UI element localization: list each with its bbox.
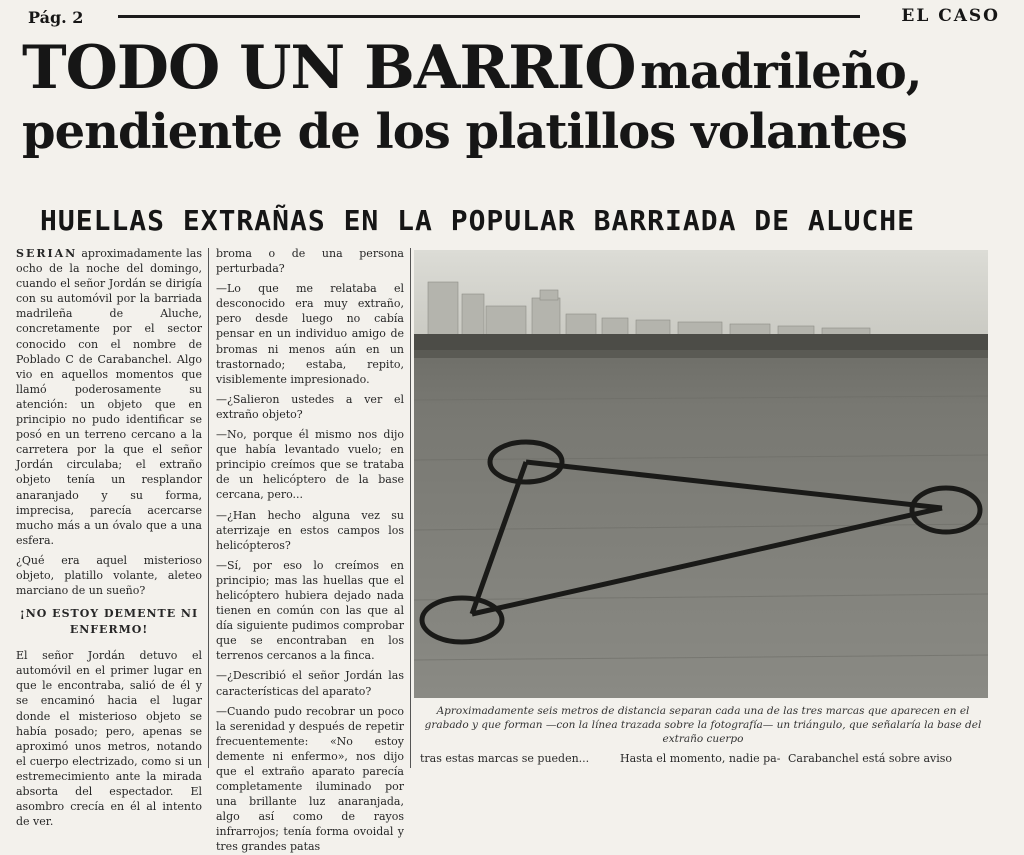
column2-paragraph-1: broma o de una persona perturbada? [216, 247, 404, 276]
column-divider [410, 248, 411, 768]
column2-paragraph-5: —¿Han hecho alguna vez su aterrizaje en estos campos los helicópteros? [216, 508, 404, 552]
headline-big-text: TODO UN BARRIO [22, 33, 636, 103]
article-column-1 [16, 246, 202, 829]
footer-text-2: Hasta el momento, nadie pa- [620, 752, 781, 765]
headline-line-1 [22, 33, 1012, 103]
photo-caption: Aproximadamente seis metros de distancia separan cada una de las tres marcas que aparecen en el grabado y que forman —con la línea trazada sobre la fotografía— un triángulo, que señalaría la base del extraño cuerpo [424, 705, 982, 745]
column1-paragraph-1 [16, 246, 202, 548]
column2-paragraph-3: —¿Salieron ustedes a ver el extraño objeto? [216, 392, 404, 421]
headline [22, 33, 1012, 160]
column-divider [208, 248, 209, 768]
photo-field-triangle-marks [414, 250, 988, 698]
column2-paragraph-2: —Lo que me relataba el desconocido era muy extraño, pero desde luego no cabía pensar en un individuo amigo de bromas ni menos aún en un trastornado; estaba, repito, visiblemente impresionado. [216, 282, 404, 386]
column1-paragraph-2: ¿Qué era aquel misterioso objeto, platillo volante, aleteo marciano de un sueño? [16, 553, 202, 598]
column1-subhead: ¡NO ESTOY DEMENTE NI ENFERMO! [19, 607, 199, 637]
column2-paragraph-7: —¿Describió el señor Jordán las características del aparato? [216, 669, 404, 698]
headline-rest-text: madrileño, [640, 44, 922, 100]
news-photo [414, 250, 988, 698]
column2-paragraph-8: —Cuando pudo recobrar un poco la serenidad y después de repetir frecuentemente: «No estoy demente ni enfermo», nos dijo que el extraño aparato parecía completamente iluminado por una brillante luz anaranjada, algo así como de rayos infrarrojos; tenía forma ovoidal y tres grandes patas [216, 704, 404, 854]
newspaper-masthead: EL CASO [901, 6, 1000, 26]
subheadline: HUELLAS EXTRAÑAS EN LA POPULAR BARRIADA DE ALUCHE [40, 204, 916, 237]
column1-paragraph-3: El señor Jordán detuvo el automóvil en el primer lugar en que le encontraba, salió de él y se encaminó hacia el lugar donde el misterioso objeto se había posado; pero, apenas se aproximó unos metros, notando el cuerpo electrizado, como si un estremecimiento ante la mirada absorta del espectador. El asombro crecía en él al intento de ver. [16, 649, 202, 829]
header-rule [118, 15, 860, 18]
lead-word: SERIAN [16, 247, 78, 260]
footer-text-3: Carabanchel está sobre aviso [788, 752, 953, 765]
page-number: Pág. 2 [28, 8, 84, 27]
footer-text-1: tras estas marcas se pueden... [420, 752, 590, 765]
column2-paragraph-6: —Sí, por eso lo creímos en principio; mas las huellas que el helicóptero hubiera dejado nada tienen en común con las que al día siguiente pudimos comprobar que se encontraban en los terrenos cercanos a la finca. [216, 558, 404, 663]
column1-p1-text: aproximadamente las ocho de la noche del domingo, cuando el señor Jordán se dirigía con su automóvil por la barriada madrileña de Aluche, concretamente por el sector conocido con el nombre de Poblado C de Carabanchel. Algo vio en aquellos momentos que llamó poderosamente su atención: un objeto que en principio no pudo identificar se posó en un terreno cercano a la carretera por la que el señor Jordán circulaba; el extraño objeto tenía un resplandor anaranjado y su forma, imprecisa, parecía acercarse mucho más a un óvalo que a una esfera. [16, 247, 202, 547]
article-column-2 [216, 246, 404, 854]
headline-line-2: pendiente de los platillos volantes [22, 104, 907, 160]
page-header [0, 0, 1024, 36]
column2-paragraph-4: —No, porque él mismo nos dijo que había levantado vuelo; en principio creímos que se trataba de un helicóptero de la base cercana, pero... [216, 428, 404, 502]
